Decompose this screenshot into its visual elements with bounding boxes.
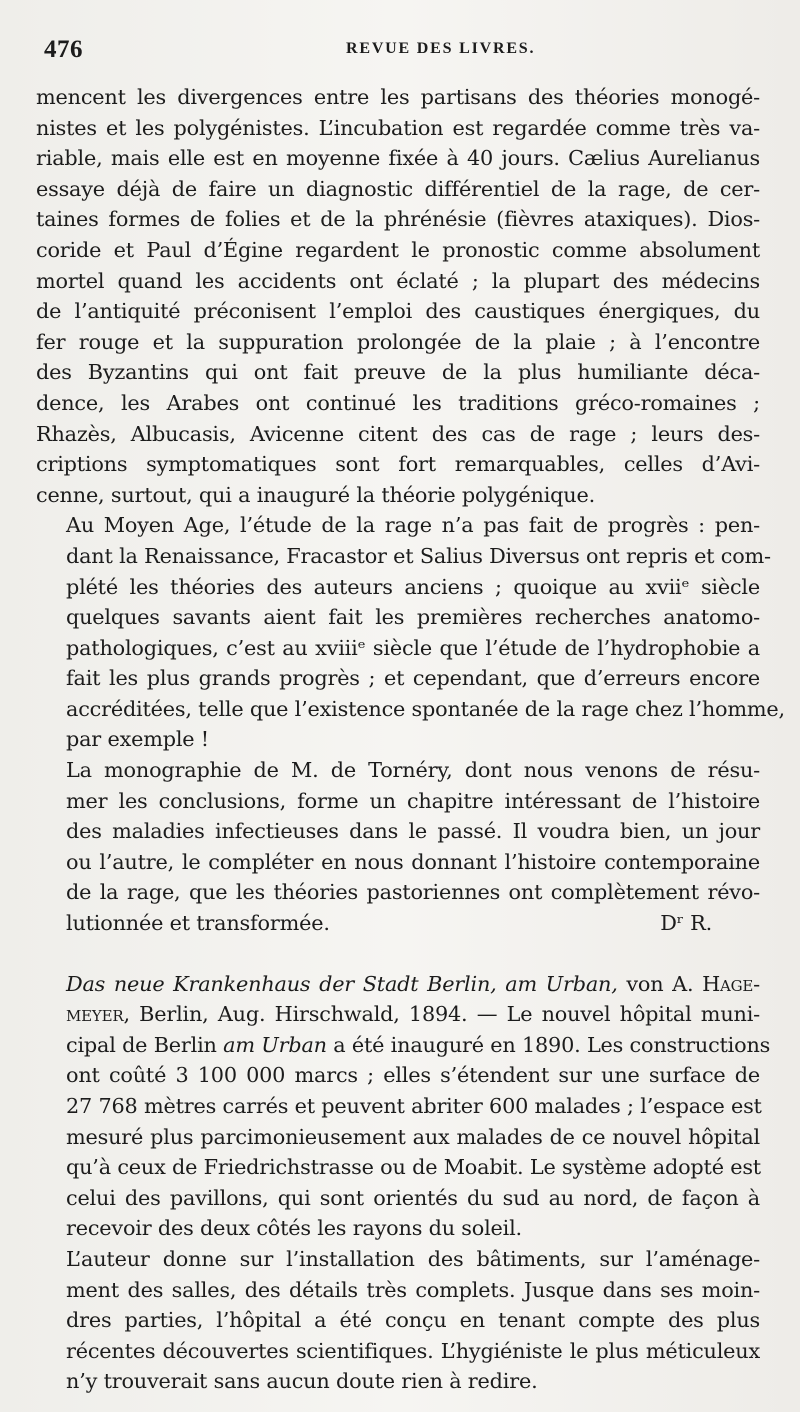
- text-line: des maladies infectieuses dans le passé. Il voudra bien, un jour: [66, 819, 760, 844]
- text-line: récentes découvertes scientifiques. L’hygiéniste le plus méticuleux: [66, 1338, 760, 1363]
- text-line: nistes et les polygénistes. L’incubation est regardée comme très va-: [36, 115, 760, 140]
- text-line: par exemple !: [66, 727, 209, 752]
- text-line: des Byzantins qui ont fait preuve de la plus humiliante déca-: [36, 360, 760, 385]
- running-head: [36, 34, 760, 82]
- text-line: accréditées, telle que l’existence spontanée de la rage chez l’homme,: [66, 696, 785, 721]
- closing-line: [36, 908, 760, 939]
- text-line: mer les conclusions, forme un chapitre intéressant de l’histoire: [66, 788, 760, 813]
- text-line: quelques savants aient fait les premières recherches anatomo-: [66, 605, 760, 630]
- review-text-fragment: cipal de Berlin: [66, 1032, 224, 1057]
- text-line: L’auteur donne sur l’installation des bâtiments, sur l’aménage-: [66, 1246, 760, 1271]
- text-line: dres parties, l’hôpital a été conçu en tenant compte des plus: [66, 1308, 760, 1333]
- paragraph-rage-history-antiquity: [36, 82, 760, 510]
- book-title: Das neue Krankenhaus der Stadt Berlin, am Urban,: [66, 971, 618, 996]
- text-line: dant la Renaissance, Fracastor et Salius Diversus ont repris et com-: [66, 543, 771, 568]
- text-line: ont coûté 3 100 000 marcs ; elles s’étendent sur une surface de: [66, 1063, 760, 1088]
- paragraph-rage-history-middle-ages: [36, 510, 785, 755]
- paragraph-hospital-details: [36, 1244, 760, 1397]
- text-line: plété les théories des auteurs anciens ; quoique au xviiᵉ siècle: [66, 574, 760, 599]
- running-title: REVUE DES LIVRES.: [346, 40, 536, 57]
- text-line: pathologiques, c’est au xviiiᵉ siècle que l’étude de l’hydrophobie a: [66, 635, 760, 660]
- text-line: fer rouge et la suppuration prolongée de la plaie ; à l’encontre: [36, 329, 760, 354]
- text-line: ou l’autre, le compléter en nous donnant l’histoire contemporaine: [66, 849, 760, 874]
- text-line: [36, 1030, 771, 1061]
- text-line: recevoir des deux côtés les rayons du soleil.: [66, 1216, 522, 1241]
- text-line: coride et Paul d’Égine regardent le pronostic comme absolument: [36, 237, 760, 262]
- review-text-fragment: von A.: [617, 971, 703, 996]
- review-text-fragment: Berlin, Aug. Hirschwald, 1894. — Le nouvel hôpital muni-: [129, 1002, 760, 1027]
- book-review-entry: [36, 969, 771, 1244]
- text-line: essaye déjà de faire un diagnostic différentiel de la rage, de cer-: [36, 176, 760, 201]
- text-line: mencent les divergences entre les partisans des théories monogé-: [36, 85, 760, 109]
- text-line: fait les plus grands progrès ; et cependant, que d’erreurs encore: [66, 666, 760, 691]
- text-line: 27 768 mètres carrés et peuvent abriter 600 malades ; l’espace est: [66, 1094, 762, 1118]
- page-number: 476: [44, 36, 83, 63]
- author-name-part: meyer,: [66, 1002, 130, 1027]
- text-line: dence, les Arabes ont continué les traditions gréco-romaines ;: [36, 390, 760, 415]
- author-name-part: Hage-: [702, 971, 761, 996]
- text-line: Au Moyen Age, l’étude de la rage n’a pas fait de progrès : pen-: [66, 513, 760, 538]
- text-line: Rhazès, Albucasis, Avicenne citent des cas de rage ; leurs des-: [36, 421, 760, 446]
- text-line: celui des pavillons, qui sont orientés du sud au nord, de façon à: [66, 1185, 760, 1210]
- review-text-fragment: a été inauguré en 1890. Les constructions: [326, 1032, 771, 1057]
- text-line: de la rage, que les théories pastoriennes ont complètement révo-: [66, 880, 760, 905]
- text-line: La monographie de M. de Tornéry, dont nous venons de résu-: [66, 758, 760, 783]
- text-line: mesuré plus parcimonieusement aux malades de ce nouvel hôpital: [66, 1124, 760, 1149]
- text-line: mortel quand les accidents ont éclaté ; la plupart des médecins: [36, 268, 760, 293]
- text-line: ment des salles, des détails très complets. Jusque dans ses moin-: [66, 1277, 760, 1302]
- section-gap: [36, 939, 760, 969]
- text-line: qu’à ceux de Friedrichstrasse ou de Moabit. Le système adopté est: [66, 1155, 761, 1180]
- review-heading-line: [36, 969, 760, 1000]
- text-line: cenne, surtout, qui a inauguré la théorie polygénique.: [36, 482, 595, 507]
- text-line: lutionnée et transformée.: [66, 911, 330, 936]
- text-line: de l’antiquité préconisent l’emploi des caustiques énergiques, du: [36, 299, 760, 324]
- hospital-name: am Urban: [223, 1032, 327, 1057]
- text-line: riable, mais elle est en moyenne fixée à 40 jours. Cælius Aurelianus: [36, 146, 760, 171]
- text-line: [36, 999, 760, 1030]
- text-line: n’y trouverait sans aucun doute rien à redire.: [66, 1369, 538, 1394]
- reviewer-signature: Dʳ R.: [660, 911, 712, 936]
- text-line: criptions symptomatiques sont fort remarquables, celles d’Avi-: [36, 452, 760, 477]
- paragraph-monograph-conclusion: [36, 755, 760, 939]
- text-line: taines formes de folies et de la phrénésie (fièvres ataxiques). Dios-: [36, 207, 760, 232]
